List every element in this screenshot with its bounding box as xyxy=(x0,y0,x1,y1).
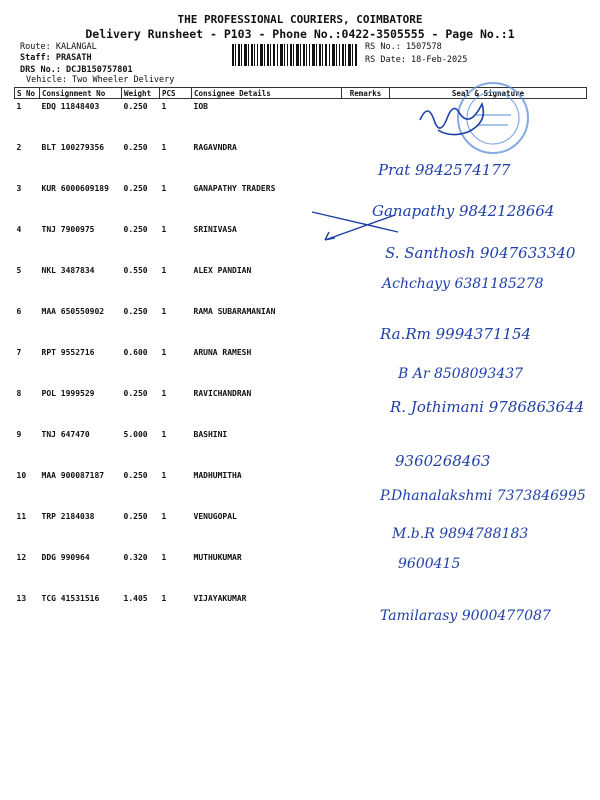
cell-consignment: MAA 900087187 xyxy=(41,471,105,480)
cell-seal xyxy=(390,468,587,509)
cell-remarks xyxy=(342,468,390,509)
cell-consignee: ARUNA RAMESH xyxy=(193,348,252,357)
cell-weight: 0.250 xyxy=(123,184,148,193)
cell-consignee: VIJAYAKUMAR xyxy=(193,594,247,603)
cell-sno: 10 xyxy=(16,471,27,480)
cell-pcs: 1 xyxy=(161,102,167,111)
runsheet-subtitle: Delivery Runsheet - P103 - Phone No.:0422-3505555 - Page No.:1 xyxy=(85,27,515,41)
cell-sno: 3 xyxy=(16,184,22,193)
cell-seal xyxy=(390,509,587,550)
signature-row-4: S. Santhosh 9047633340 xyxy=(385,244,576,262)
signature-row-7: B Ar 8508093437 xyxy=(398,366,524,382)
cell-remarks xyxy=(342,509,390,550)
cell-consignee: RAGAVNDRA xyxy=(193,143,237,152)
signature-row-3: Ganapathy 9842128664 xyxy=(372,202,555,220)
cell-sno: 8 xyxy=(16,389,22,398)
vehicle-label: Vehicle: Two Wheeler Delivery xyxy=(26,75,175,85)
cell-consignment: TNJ 7900975 xyxy=(41,225,95,234)
cell-consignee: SRINIVASA xyxy=(193,225,237,234)
cell-weight: 0.550 xyxy=(123,266,148,275)
cell-pcs: 1 xyxy=(161,143,167,152)
cell-weight: 5.000 xyxy=(123,430,148,439)
cell-remarks xyxy=(342,345,390,386)
cell-seal xyxy=(390,591,587,632)
cell-remarks xyxy=(342,181,390,222)
cell-weight: 1.405 xyxy=(123,594,148,603)
table-row xyxy=(15,550,587,591)
cell-weight: 0.250 xyxy=(123,225,148,234)
cell-remarks xyxy=(342,550,390,591)
cell-pcs: 1 xyxy=(161,307,167,316)
cell-pcs: 1 xyxy=(161,266,167,275)
cell-pcs: 1 xyxy=(161,430,167,439)
cell-remarks xyxy=(342,140,390,181)
cell-consignment: RPT 9552716 xyxy=(41,348,95,357)
cell-pcs: 1 xyxy=(161,389,167,398)
table-row xyxy=(15,345,587,386)
cell-weight: 0.250 xyxy=(123,102,148,111)
col-sno: S No xyxy=(15,88,40,99)
cell-sno: 12 xyxy=(16,553,27,562)
signature-row-8: R. Jothimani 9786863644 xyxy=(390,398,585,416)
runsheet-table xyxy=(14,87,587,632)
signature-row-2: Prat 9842574177 xyxy=(378,161,511,179)
table-row xyxy=(15,509,587,550)
signature-row-12: 9600415 xyxy=(398,556,461,572)
signature-row-11: M.b.R 9894788183 xyxy=(392,526,529,542)
cell-consignment: TRP 2184038 xyxy=(41,512,95,521)
cell-remarks xyxy=(342,263,390,304)
cell-sno: 2 xyxy=(16,143,22,152)
cell-seal xyxy=(390,140,587,181)
cell-weight: 0.250 xyxy=(123,307,148,316)
cell-consignment: KUR 6000609189 xyxy=(41,184,109,193)
rs-date: RS Date: 18-Feb-2025 xyxy=(365,55,468,65)
table-row xyxy=(15,591,587,632)
cell-remarks xyxy=(342,222,390,263)
table-row xyxy=(15,263,587,304)
cell-weight: 0.600 xyxy=(123,348,148,357)
table-row xyxy=(15,468,587,509)
cell-consignment: EDQ 11848403 xyxy=(41,102,100,111)
cell-weight: 0.320 xyxy=(123,553,148,562)
company-title: THE PROFESSIONAL COURIERS, COIMBATORE xyxy=(177,13,423,26)
signature-row-9: 9360268463 xyxy=(395,452,491,470)
col-consignee: Consignee Details xyxy=(192,88,342,99)
cell-pcs: 1 xyxy=(161,553,167,562)
cell-pcs: 1 xyxy=(161,512,167,521)
cell-seal xyxy=(390,345,587,386)
cell-consignee: MUTHUKUMAR xyxy=(193,553,242,562)
cell-consignment: BLT 100279356 xyxy=(41,143,105,152)
cell-consignee: IOB xyxy=(193,102,208,111)
cell-consignee: RAMA SUBARAMANIAN xyxy=(193,307,276,316)
cell-sno: 4 xyxy=(16,225,22,234)
col-weight: Weight xyxy=(122,88,160,99)
cell-remarks xyxy=(342,386,390,427)
cell-sno: 13 xyxy=(16,594,27,603)
cell-pcs: 1 xyxy=(161,348,167,357)
cell-sno: 6 xyxy=(16,307,22,316)
signature-row-6: Ra.Rm 9994371154 xyxy=(380,325,532,343)
cell-seal xyxy=(390,427,587,468)
cell-pcs: 1 xyxy=(161,594,167,603)
barcode-image xyxy=(232,44,358,66)
col-remarks: Remarks xyxy=(342,88,390,99)
cell-weight: 0.250 xyxy=(123,471,148,480)
cell-consignment: POL 1999529 xyxy=(41,389,95,398)
cell-sno: 11 xyxy=(16,512,27,521)
cell-consignee: BASHINI xyxy=(193,430,228,439)
cell-sno: 7 xyxy=(16,348,22,357)
signature-row-10: P.Dhanalakshmi 7373846995 xyxy=(380,488,586,504)
cell-pcs: 1 xyxy=(161,225,167,234)
cell-consignee: VENUGOPAL xyxy=(193,512,237,521)
cell-seal xyxy=(390,263,587,304)
cell-pcs: 1 xyxy=(161,184,167,193)
staff-label: Staff: PRASATH xyxy=(20,53,92,63)
table-row xyxy=(15,181,587,222)
table-header-row xyxy=(15,88,587,99)
col-consignment: Consignment No xyxy=(40,88,122,99)
cell-consignee: RAVICHANDRAN xyxy=(193,389,252,398)
route-label: Route: KALANGAL xyxy=(20,42,97,52)
cell-sno: 5 xyxy=(16,266,22,275)
cell-weight: 0.250 xyxy=(123,143,148,152)
cell-seal xyxy=(390,181,587,222)
table-row xyxy=(15,140,587,181)
cell-remarks xyxy=(342,591,390,632)
col-pcs: PCS xyxy=(160,88,192,99)
cell-seal xyxy=(390,99,587,141)
table-row xyxy=(15,386,587,427)
table-row xyxy=(15,304,587,345)
cell-weight: 0.250 xyxy=(123,512,148,521)
table-row xyxy=(15,222,587,263)
signature-row-5: Achchayy 6381185278 xyxy=(382,276,544,292)
cell-sno: 9 xyxy=(16,430,22,439)
table-row xyxy=(15,99,587,141)
cell-seal xyxy=(390,222,587,263)
signature-row-13: Tamilarasy 9000477087 xyxy=(380,608,551,624)
cell-consignment: MAA 650550902 xyxy=(41,307,105,316)
cell-consignment: NKL 3487834 xyxy=(41,266,95,275)
cell-consignment: TCG 41531516 xyxy=(41,594,100,603)
rs-number: RS No.: 1507578 xyxy=(365,42,442,52)
cell-pcs: 1 xyxy=(161,471,167,480)
cell-consignment: DDG 990964 xyxy=(41,553,90,562)
table-row xyxy=(15,427,587,468)
cell-sno: 1 xyxy=(16,102,22,111)
drs-number: DRS No.: DCJB150757801 xyxy=(20,65,133,75)
cell-seal xyxy=(390,550,587,591)
cell-consignee: MADHUMITHA xyxy=(193,471,242,480)
cell-consignee: ALEX PANDIAN xyxy=(193,266,252,275)
cell-consignee: GANAPATHY TRADERS xyxy=(193,184,276,193)
cell-weight: 0.250 xyxy=(123,389,148,398)
cell-remarks xyxy=(342,99,390,141)
col-seal: Seal & Signature xyxy=(390,88,587,99)
cell-seal xyxy=(390,386,587,427)
cell-seal xyxy=(390,304,587,345)
cell-consignment: TNJ 647470 xyxy=(41,430,90,439)
cell-remarks xyxy=(342,304,390,345)
cell-remarks xyxy=(342,427,390,468)
